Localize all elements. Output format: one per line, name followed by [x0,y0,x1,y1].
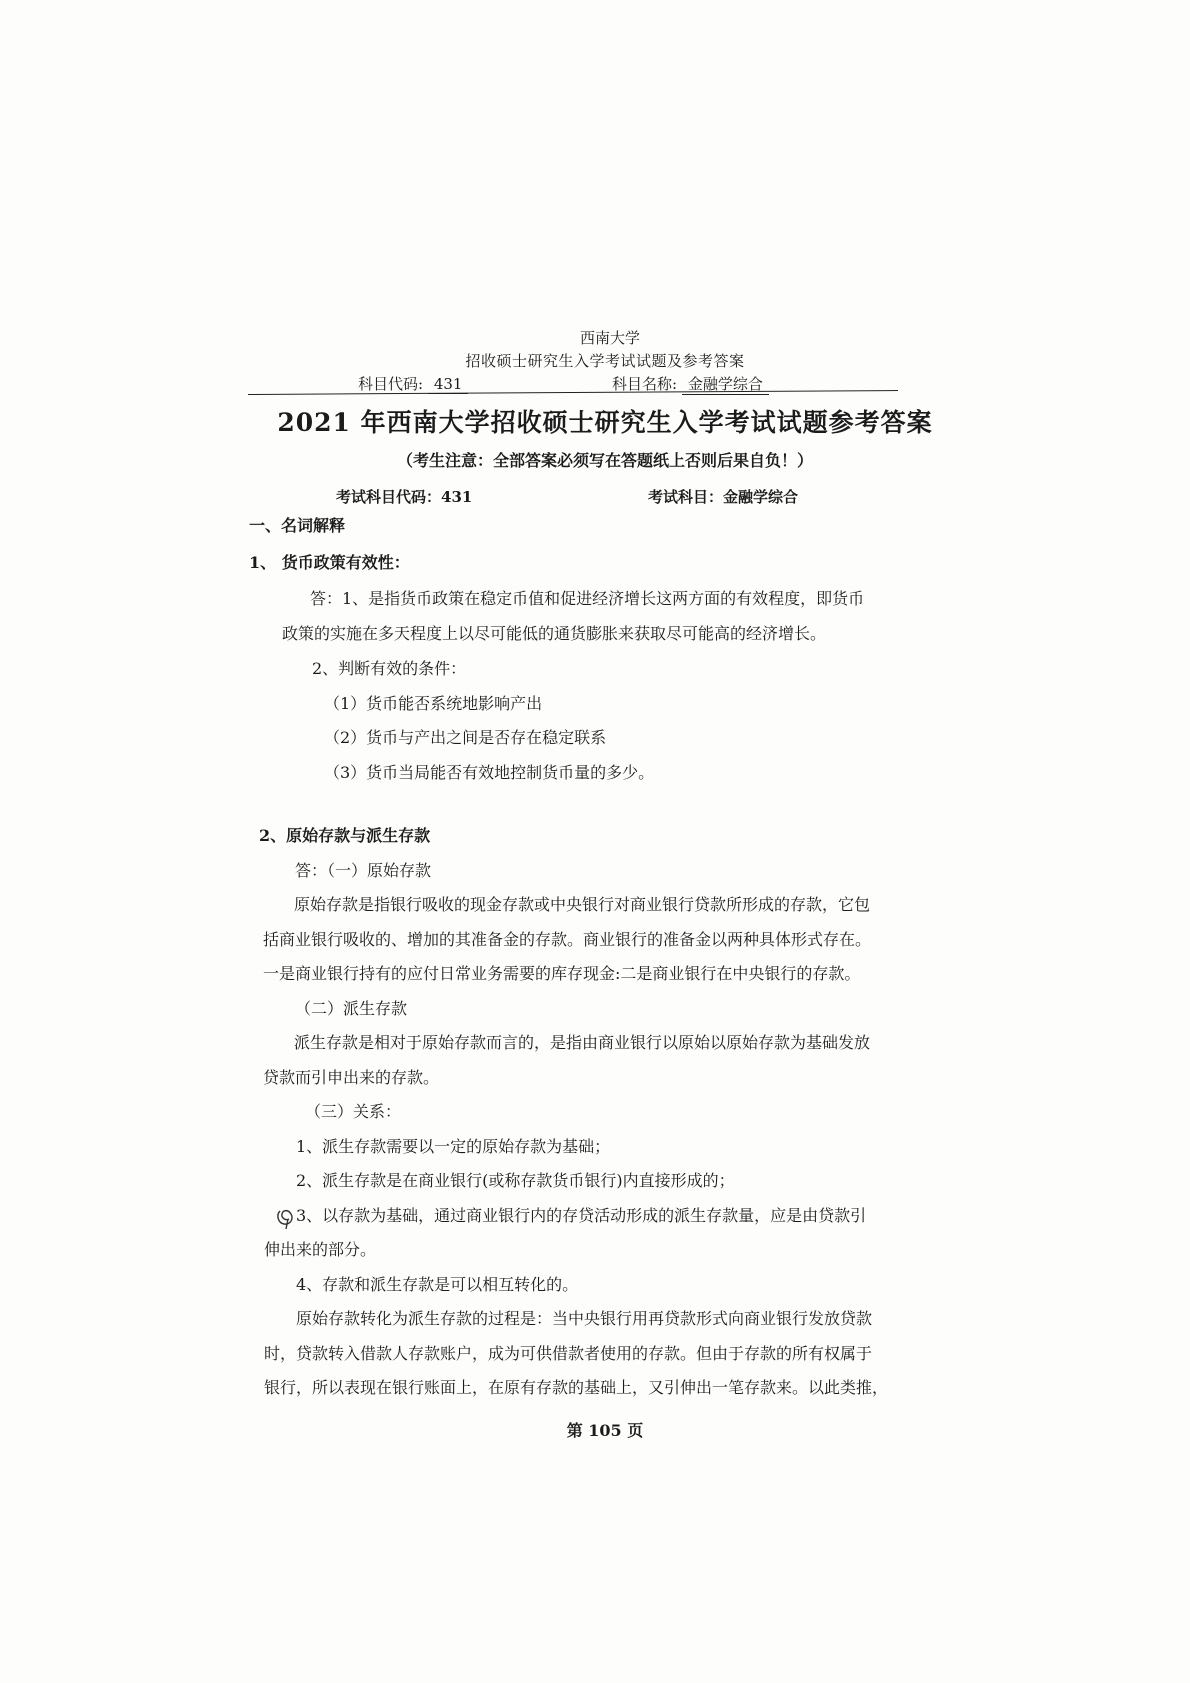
section-heading: 一、名词解释 [249,516,346,535]
text-line: 原始存款是指银行吸收的现金存款或中央银行对商业银行贷款所形成的存款，它包 [294,895,871,914]
page-number: 第 105 页 [566,1421,644,1440]
text-line: （2）货币与产出之间是否存在稳定联系 [324,728,607,747]
header-name-value: 金融学综合 [682,373,769,395]
text-line: （1）货币能否系统地影响产出 [324,694,543,713]
header-code-label: 科目代码: [358,375,424,393]
question-heading: 1、 货币政策有效性： [249,553,410,572]
text-line: 贷款而引申出来的存款。 [263,1068,440,1087]
text-line: 银行，所以表现在银行账面上，在原有存款的基础上，又引伸出一笔存款来。以此类推， [264,1378,889,1397]
text-line: 派生存款是相对于原始存款而言的，是指由商业银行以原始以原始存款为基础发放 [294,1033,871,1052]
handwritten-mark-icon [274,1205,298,1231]
text-line: 答：（一）原始存款 [295,861,432,880]
text-line: 原始存款转化为派生存款的过程是：当中央银行用再贷款形式向商业银行发放贷款 [296,1309,873,1328]
header-subject-code [358,373,468,394]
header-divider [248,390,898,395]
text-line: （3）货币当局能否有效地控制货币量的多少。 [324,763,655,782]
candidate-notice: （考生注意：全部答案必须写在答题纸上否则后果自负！） [396,451,813,470]
text-line: 4、存款和派生存款是可以相互转化的。 [296,1275,579,1294]
question-heading: 2、原始存款与派生存款 [259,826,431,845]
exam-subject: 考试科目：金融学综合 [648,488,799,506]
text-line: 3、以存款为基础，通过商业银行内的存贷活动形成的派生存款量，应是由贷款引 [296,1206,867,1225]
text-line: （三）关系： [305,1102,402,1121]
header-university: 西南大学 [579,329,640,347]
header-code-value: 431 [428,375,469,394]
text-line: （二）派生存款 [295,999,408,1018]
exam-code: 考试科目代码：431 [336,488,473,506]
text-line: 1、派生存款需要以一定的原始存款为基础； [296,1137,611,1156]
document-title: 2021 年西南大学招收硕士研究生入学考试试题参考答案 [277,408,933,437]
text-line: 政策的实施在多天程度上以尽可能低的通货膨胀来获取尽可能高的经济增长。 [282,624,827,643]
text-line: 答：1、是指货币政策在稳定币值和促进经济增长这两方面的有效程度，即货币 [310,589,865,608]
text-line: 括商业银行吸收的、增加的其准备金的存款。商业银行的准备金以两种具体形式存在。 [263,930,872,949]
text-line: 2、派生存款是在商业银行(或称存款货币银行)内直接形成的； [296,1171,735,1190]
text-line: 一是商业银行持有的应付日常业务需要的库存现金:二是商业银行在中央银行的存款。 [263,964,861,983]
text-line: 时，贷款转入借款人存款账户，成为可供借款者使用的存款。但由于存款的所有权属于 [264,1344,873,1363]
text-line: 2、判断有效的条件： [312,659,467,678]
header-name-label: 科目名称: [612,375,678,393]
header-subtitle: 招收硕士研究生入学考试试题及参考答案 [465,352,745,370]
text-line: 伸出来的部分。 [264,1240,377,1259]
